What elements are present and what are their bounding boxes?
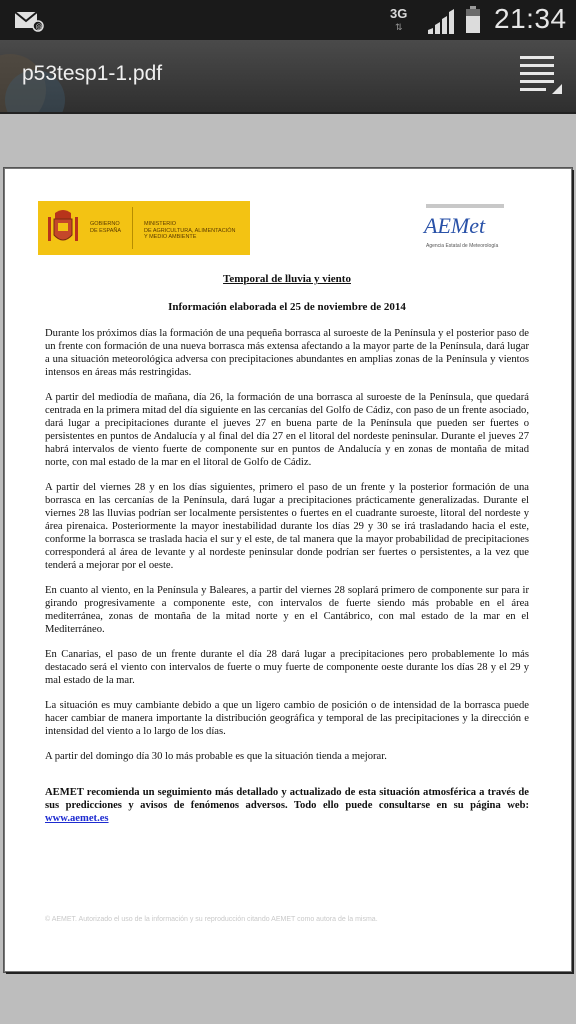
action-bar bbox=[0, 40, 576, 114]
government-logo bbox=[38, 201, 250, 255]
aemet-website-link[interactable]: www.aemet.es bbox=[45, 813, 109, 824]
paragraph: La situación es muy cambiante debido a que un ligero cambio de posición o de intensidad de la borrasca puede hacer cambiar de manera importante la distribución geográfica y temporal de las precipitaciones y la dirección e intensidad del viento a lo largo de los días. bbox=[45, 700, 529, 737]
svg-text:@: @ bbox=[35, 23, 43, 31]
gov-line: GOBIERNO bbox=[90, 221, 120, 227]
closing-recommendation bbox=[45, 786, 529, 825]
status-clock: 21:34 bbox=[494, 3, 567, 34]
data-activity-icon: ⇅ bbox=[395, 22, 403, 32]
signal-icon bbox=[426, 8, 454, 34]
gov-line: DE ESPAÑA bbox=[90, 227, 122, 234]
aemet-wordmark: AEMet bbox=[424, 213, 486, 238]
status-bar bbox=[0, 0, 576, 40]
footer-copyright: © AEMET. Autorizado el uso de la información y su reproducción citando AEMET como autora de la misma. bbox=[45, 916, 378, 923]
document-title: p53tesp1-1.pdf bbox=[22, 62, 163, 85]
header-logos bbox=[38, 201, 508, 259]
paragraph: En Canarias, el paso de un frente durante el día 28 dará lugar a precipitaciones pero probablemente lo más destacado será el viento con intervalos de fuerte o muy fuerte de componente oeste durante los días 28 y el 29 y mal estado de la mar. bbox=[45, 649, 529, 686]
ministry-line: Y MEDIO AMBIENTE bbox=[144, 234, 197, 240]
document-subheading: Información elaborada el 25 de noviembre de 2014 bbox=[168, 301, 406, 313]
paragraph: A partir del domingo día 30 lo más probable es que la situación tienda a mejorar. bbox=[45, 751, 387, 762]
paragraph: A partir del mediodía de mañana, día 26, la formación de una borrasca al suroeste de la Península, que quedará centrada en la primera mitad del día siguiente en las cercanías del Golfo de Cádiz, con paso de un frente asociado, dará lugar a precipitaciones durante el jueves 27 en buena parte de la Península que pueden ser fuertes o persistentes en puntos de Andalucía y al final del día 27 en el litoral del nordeste peninsular. Durante el jueves 27 habrá intervalos de viento fuerte de componente sur en puntos de Andalucía y en zonas de montaña de mitad norte, con mal estado de la mar en el litoral de Golfo de Cádiz. bbox=[45, 392, 529, 468]
document-body bbox=[45, 269, 529, 836]
logo-divider bbox=[132, 207, 133, 249]
mail-icon bbox=[14, 10, 44, 32]
coat-of-arms-icon bbox=[46, 207, 80, 249]
ministry-text bbox=[144, 221, 235, 241]
network-type: 3G bbox=[390, 6, 408, 21]
aemet-subtitle: Agencia Estatal de Meteorología bbox=[426, 243, 499, 249]
logo-bar bbox=[426, 204, 504, 208]
overflow-menu-icon[interactable] bbox=[518, 54, 564, 96]
document-heading: Temporal de lluvia y viento bbox=[223, 273, 351, 285]
ministry-line: MINISTERIO bbox=[144, 221, 177, 227]
paragraph: A partir del viernes 28 y en los días siguientes, primero el paso de un frente y la posterior formación de una borrasca en las cercanías de la Península, dará lugar a precipitaciones prácticamente generalizadas. Durante el viernes 28 las lluvias podrían ser localmente persistentes o fuertes en el cuadrante suroeste, litoral del nordeste y área pirenaica. Posteriormente la mayor inestabilidad durante los días 29 y 30 se irá trasladando hacia el este, conforme la borrasca se traslada hacia el sur y el este, de tal manera que la mayor probabilidad de precipitaciones corresponderá al área de levante y al nordeste peninsular donde podrían ser fuertes o persistentes, a la vez que tenderá a mejorar por el oeste. bbox=[45, 482, 529, 571]
paragraph: Durante los próximos días la formación de una pequeña borrasca al suroeste de la Península y el posterior paso de un frente con formación de una nueva borrasca más extensa afectando a la mayor parte de la Península, dará lugar a una situación meteorológica adversa con precipitaciones abundantes en amplias zonas de la Península y vientos intensos en áreas más restringidas. bbox=[45, 328, 529, 378]
pdf-page[interactable] bbox=[4, 168, 572, 972]
closing-text: AEMET recomienda un seguimiento más detallado y actualizado de esta situación atmosférica a través de sus predicciones y avisos de fenómenos adversos. Todo ello puede consultarse en su página web: bbox=[45, 787, 529, 811]
government-text bbox=[90, 221, 121, 234]
aemet-logo bbox=[424, 201, 508, 255]
ministry-line: DE AGRICULTURA, ALIMENTACIÓN bbox=[144, 227, 236, 234]
paragraph: En cuanto al viento, en la Península y Baleares, a partir del viernes 28 soplará primero de componente sur para ir girando progresivamente a componente este, con intervalos de fuerte siendo más probable en el área mediterránea, zonas de montaña de la mitad norte y en el Cantábrico, con mal estado de la mar en el Mediterráneo. bbox=[45, 585, 529, 635]
battery-icon bbox=[465, 6, 481, 34]
